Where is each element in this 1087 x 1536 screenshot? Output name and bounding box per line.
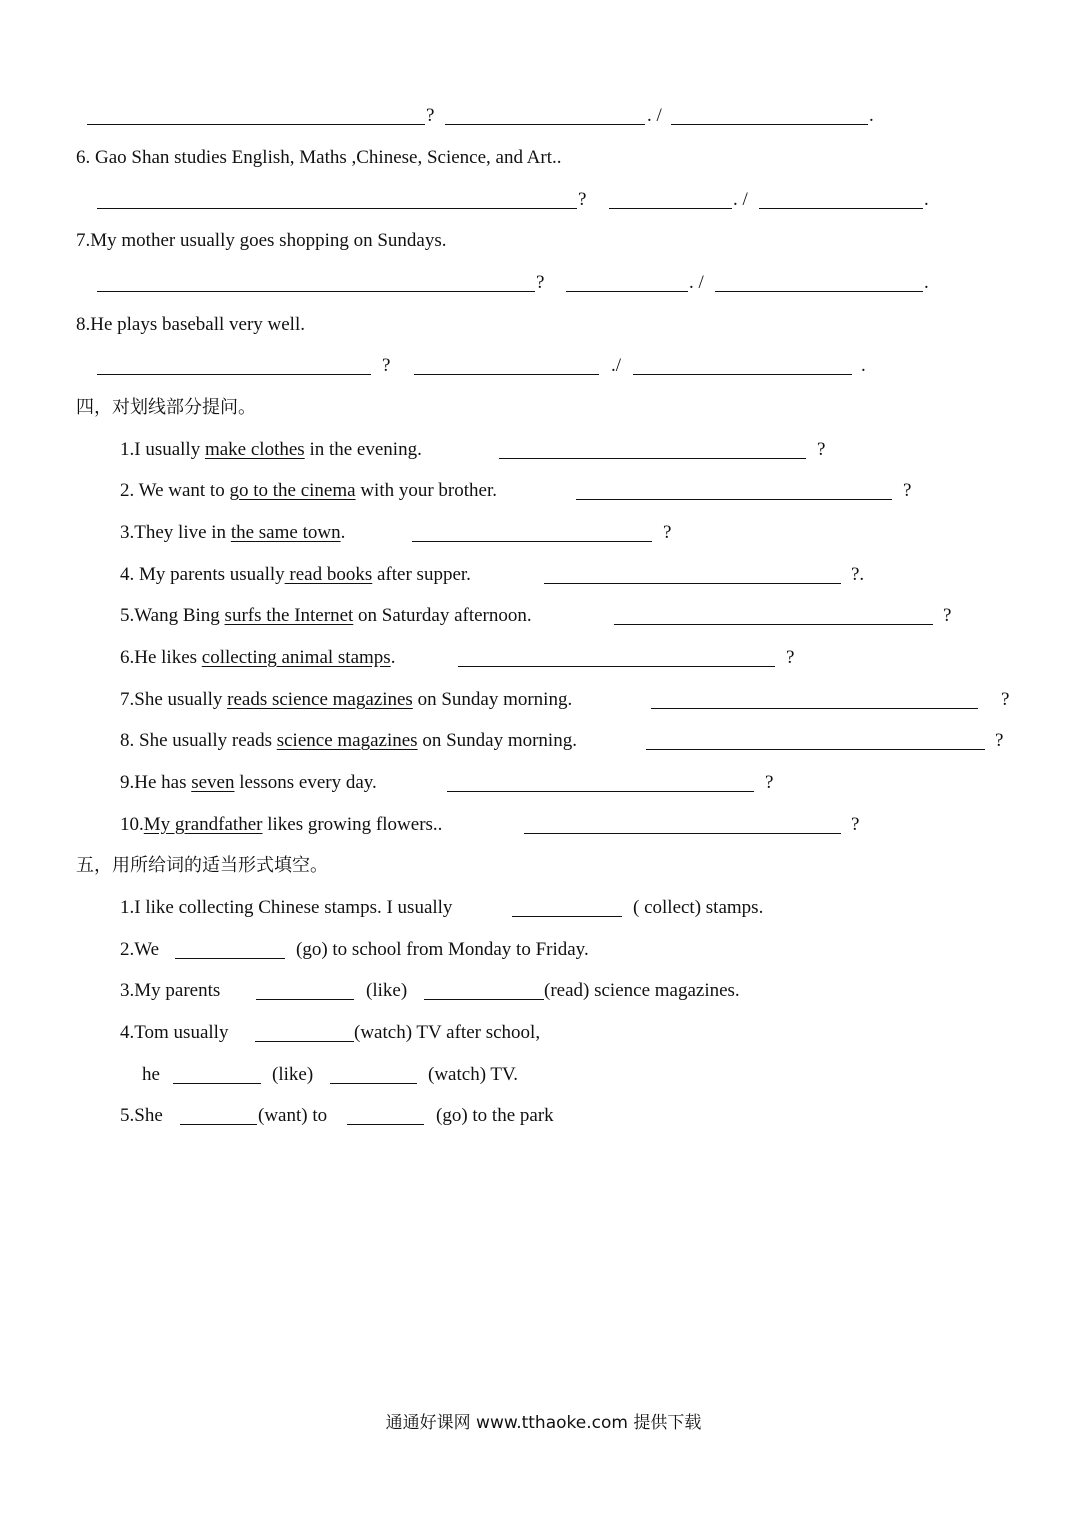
answer-blank[interactable] [651,688,978,709]
answer-blank[interactable] [445,104,645,125]
answer-blank[interactable] [671,104,868,125]
underlined-text: make clothes [204,439,305,460]
text: 6.He likes [120,647,202,668]
answer-blank[interactable] [330,1063,417,1084]
text: 1.I usually [120,439,205,460]
question-mark: ? [903,480,912,501]
text: (watch) TV after school, [354,1022,541,1043]
question-text [120,811,442,839]
text: (watch) TV. [428,1064,519,1085]
text: . [390,647,396,668]
slash-mark: . / [689,272,704,293]
question-text [120,644,395,672]
question-text [120,561,471,589]
answer-blank[interactable] [646,729,985,750]
text: 3.My parents [120,980,221,1001]
answer-blank[interactable] [87,104,425,125]
question-text: 7.My mother usually goes shopping on Sundays. [76,230,447,251]
period-mark: . [924,272,929,293]
answer-blank[interactable] [524,813,841,834]
text: he [142,1064,160,1085]
text: on Saturday afternoon. [353,605,532,626]
underlined-text: the same town [230,522,341,543]
answer-blank[interactable] [458,646,775,667]
text: (want) to [258,1105,328,1126]
question-mark: ? [943,605,952,626]
answer-blank[interactable] [180,1104,257,1125]
question-text [120,727,577,755]
answer-blank[interactable] [544,563,841,584]
text: (go) to school from Monday to Friday. [296,939,589,960]
underlined-text: go to the cinema [229,480,356,501]
answer-blank[interactable] [499,438,806,459]
answer-blank[interactable] [347,1104,424,1125]
question-text [120,519,345,547]
answer-blank[interactable] [614,604,933,625]
question-text [120,686,572,714]
question-mark: ? [817,439,826,460]
answer-blank[interactable] [255,1021,354,1042]
question-mark: ? [536,272,545,293]
text: ( collect) stamps. [633,897,764,918]
underlined-text: surfs the Internet [224,605,354,626]
text: 5.She [120,1105,163,1126]
question-mark: ? [578,189,587,210]
question-text [120,769,377,797]
question-mark: ? [382,355,391,376]
question-mark: ? [851,814,860,835]
text: in the evening. [304,439,422,460]
text: after supper. [372,564,471,585]
answer-blank[interactable] [759,188,923,209]
answer-blank[interactable] [414,354,599,375]
text: (like) [366,980,408,1001]
question-mark: ? [765,772,774,793]
question-mark: ? [663,522,672,543]
question-text [120,436,422,464]
underlined-text: science magazines [276,730,418,751]
text: lessons every day. [234,772,377,793]
answer-blank[interactable] [256,979,354,1000]
text: 7.She usually [120,689,228,710]
answer-blank[interactable] [97,354,371,375]
question-text [120,602,532,630]
answer-blank[interactable] [175,938,285,959]
answer-blank[interactable] [424,979,544,1000]
text: on Sunday morning. [412,689,573,710]
underlined-text: collecting animal stamps [201,647,391,668]
question-mark: ? [995,730,1004,751]
text: 4. My parents usually [120,564,285,585]
answer-blank[interactable] [566,271,688,292]
question-mark: ? [426,105,435,126]
slash-mark: . / [733,189,748,210]
text: 2.We [120,939,160,960]
answer-blank[interactable] [512,896,622,917]
period-mark: . [861,355,866,376]
text: with your brother. [355,480,498,501]
underlined-text: reads science magazines [227,689,413,710]
text: 4.Tom usually [120,1022,229,1043]
text: 3.They live in [120,522,231,543]
answer-blank[interactable] [97,271,535,292]
slash-mark: . / [647,105,662,126]
period-mark: . [869,105,874,126]
text: likes growing flowers.. [262,814,443,835]
answer-blank[interactable] [715,271,923,292]
question-text: 6. Gao Shan studies English, Maths ,Chinese, Science, and Art.. [76,147,562,168]
text: (read) science magazines. [544,980,740,1001]
answer-blank[interactable] [412,521,652,542]
text: 8. She usually reads [120,730,277,751]
text: 9.He has [120,772,192,793]
text: (go) to the park [436,1105,554,1126]
page-footer: 通通好课网 www.tthaoke.com 提供下载 [385,1413,702,1433]
underlined-text: read books [284,564,373,585]
answer-blank[interactable] [447,771,754,792]
answer-blank[interactable] [576,479,892,500]
question-text [120,477,497,505]
answer-blank[interactable] [97,188,577,209]
text: 5.Wang Bing [120,605,225,626]
question-mark: ?. [851,564,865,585]
question-mark: ? [786,647,795,668]
text: . [340,522,346,543]
answer-blank[interactable] [633,354,852,375]
slash-mark: ./ [611,355,622,376]
period-mark: . [924,189,929,210]
section-title: 四，对划线部分提问。 [76,397,256,418]
text: 1.I like collecting Chinese stamps. I usually [120,897,453,918]
underlined-text: seven [191,772,235,793]
underlined-text: My grandfather [143,814,263,835]
answer-blank[interactable] [609,188,732,209]
text: 10. [120,814,144,835]
question-text: 8.He plays baseball very well. [76,314,305,335]
text: on Sunday morning. [417,730,577,751]
question-mark: ? [1001,689,1010,710]
answer-blank[interactable] [173,1063,261,1084]
section-title: 五，用所给词的适当形式填空。 [76,855,328,876]
text: 2. We want to [120,480,230,501]
text: (like) [272,1064,314,1085]
